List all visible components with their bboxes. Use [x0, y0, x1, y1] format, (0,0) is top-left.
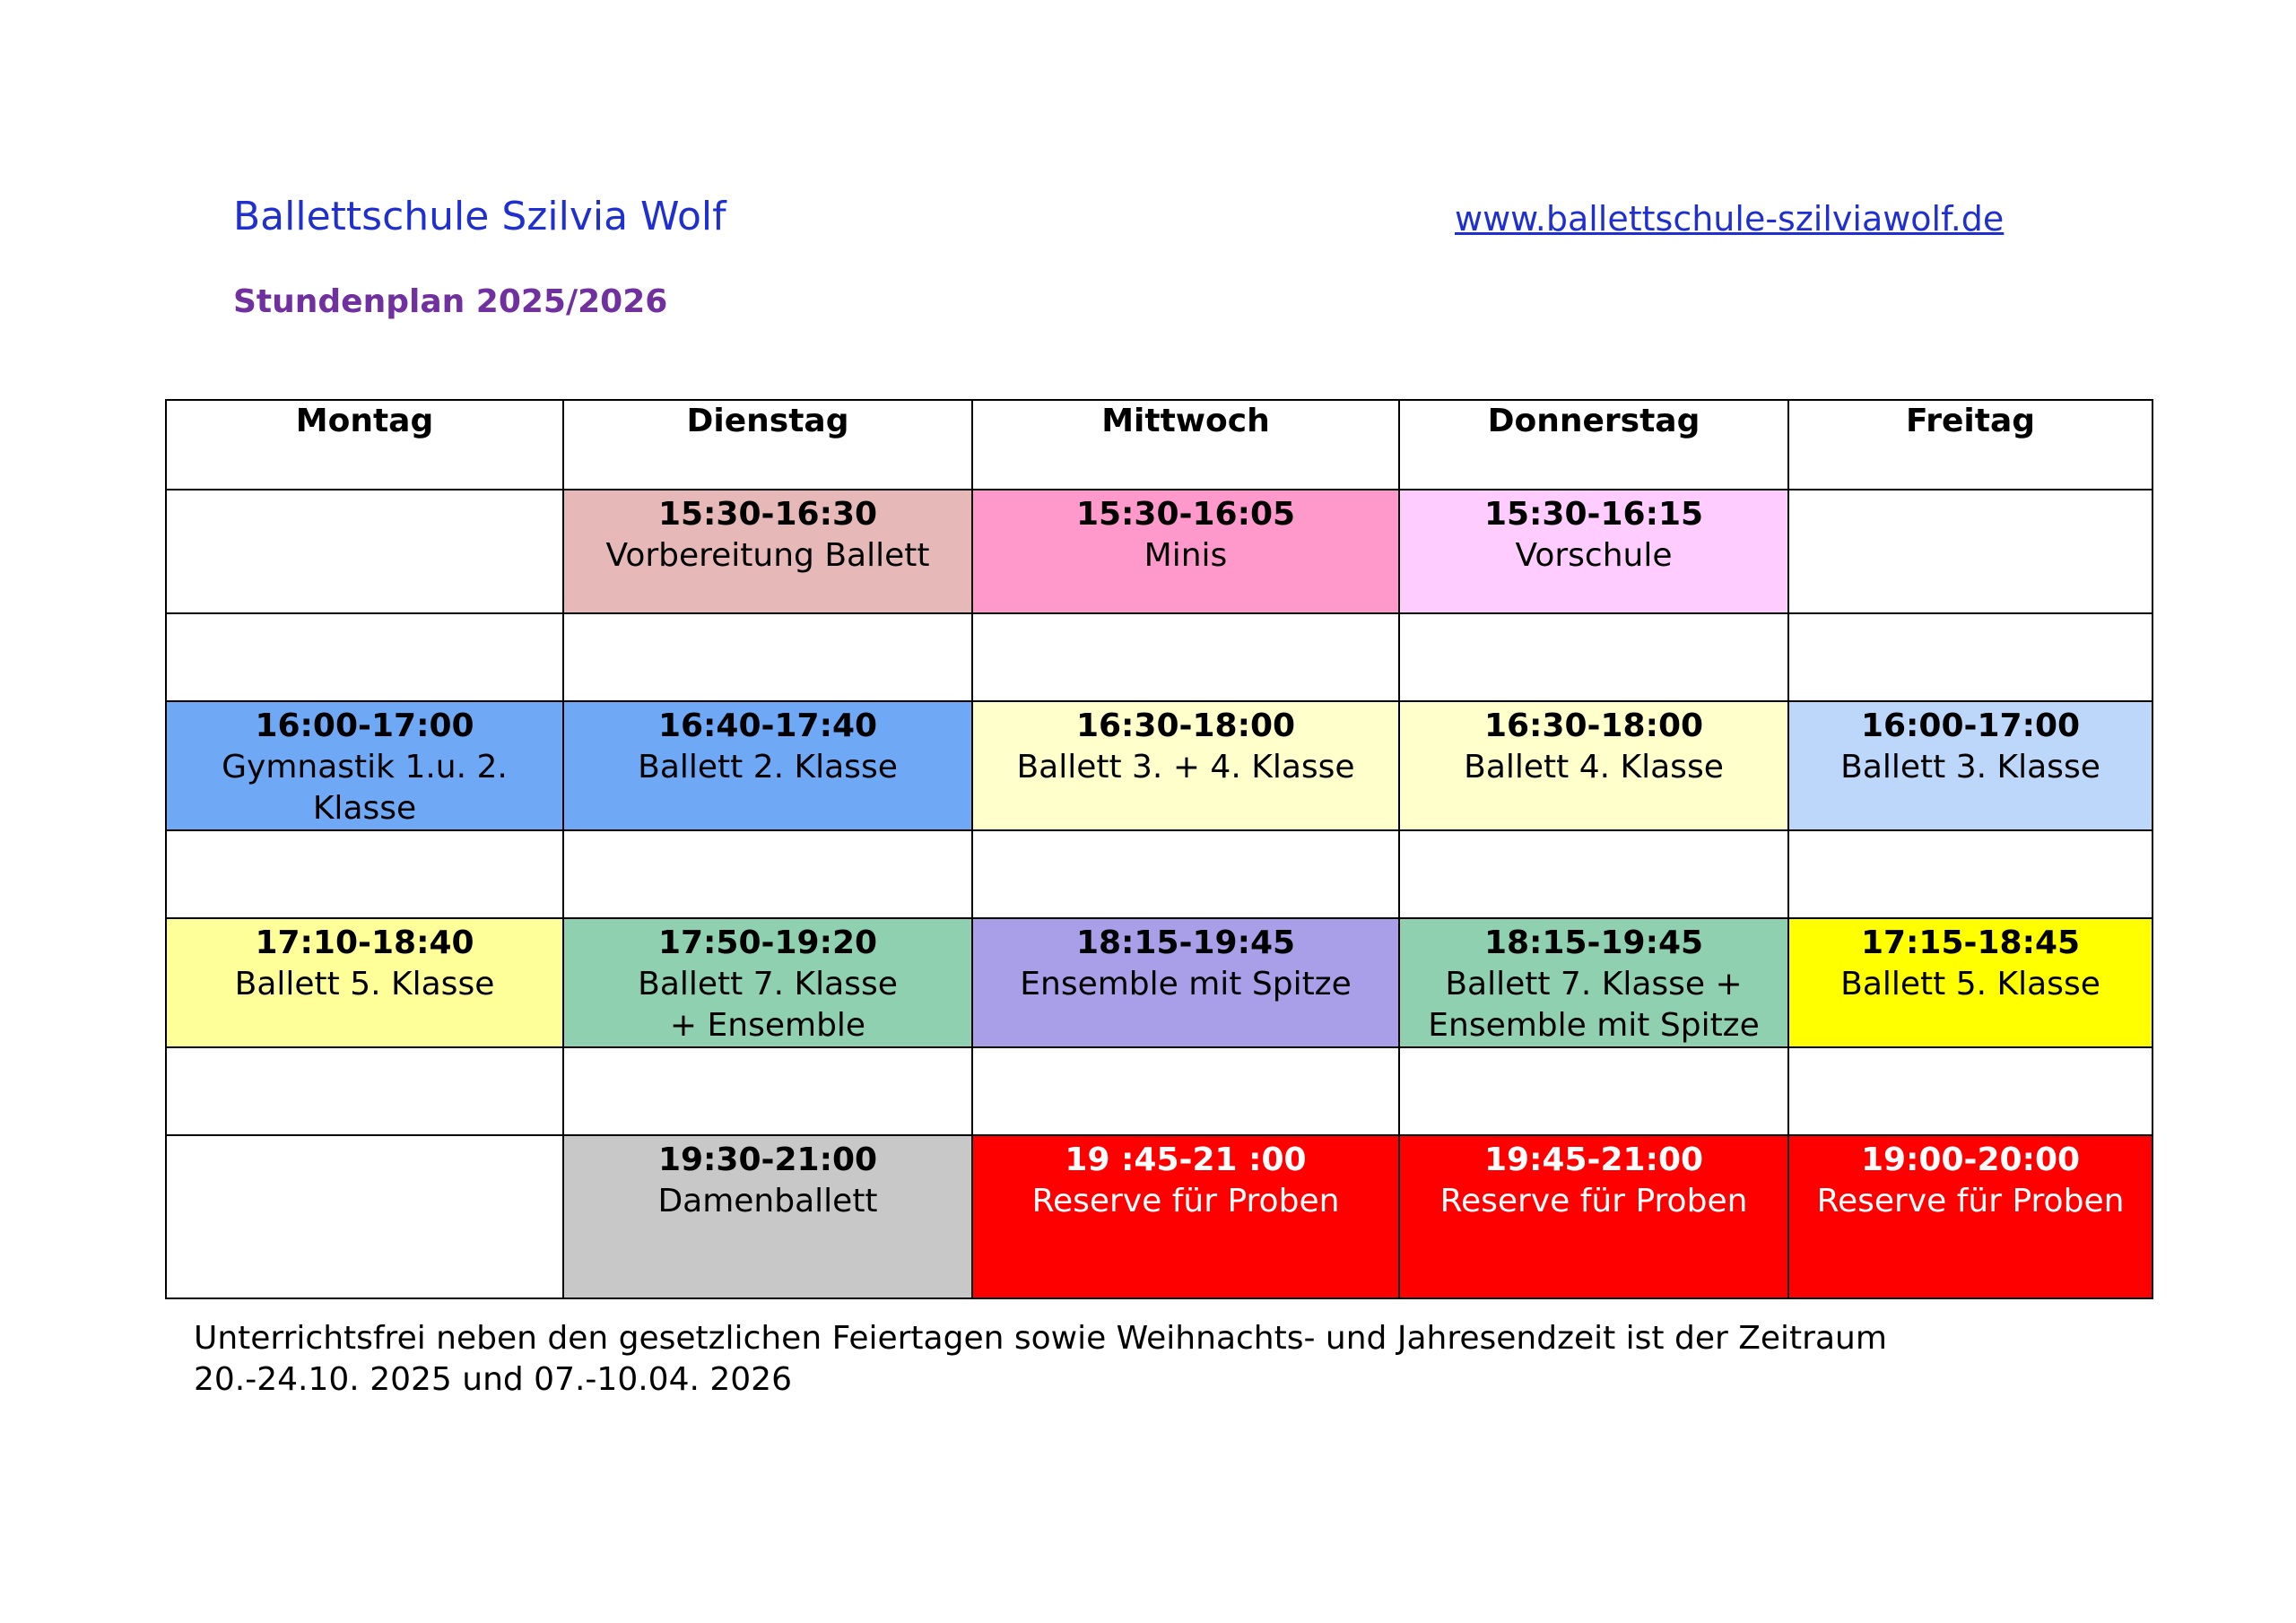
empty-cell	[1788, 830, 2152, 918]
class-time: 15:30-16:30	[657, 496, 878, 533]
day-header-thursday: Donnerstag	[1399, 400, 1788, 490]
class-slot-monday	[166, 918, 563, 1047]
class-time: 15:30-16:15	[1483, 496, 1704, 533]
class-time: 17:50-19:20	[657, 924, 878, 961]
plan-title: Stundenplan 2025/2026	[233, 283, 668, 320]
class-slot-monday	[166, 701, 563, 830]
empty-cell	[166, 1047, 563, 1135]
class-slot-friday	[1788, 701, 2152, 830]
schedule-row	[166, 1135, 2152, 1298]
class-slot-wednesday	[972, 1135, 1399, 1298]
class-name: Damenballett	[657, 1183, 878, 1219]
schedule-row	[166, 918, 2152, 1047]
class-name: Reserve für Proben	[1439, 1183, 1748, 1219]
schedule-gap-row	[166, 613, 2152, 701]
class-time: 16:30-18:00	[1075, 707, 1296, 744]
class-time: 16:00-17:00	[1860, 707, 2081, 744]
class-slot-wednesday	[972, 701, 1399, 830]
day-header-wednesday: Mittwoch	[972, 400, 1399, 490]
class-slot-thursday	[1399, 1135, 1788, 1298]
class-slot-wednesday	[972, 490, 1399, 613]
empty-cell	[563, 613, 972, 701]
empty-cell	[972, 613, 1399, 701]
class-slot-tuesday	[563, 701, 972, 830]
class-name: Reserve für Proben	[1031, 1183, 1340, 1219]
empty-cell	[1788, 1047, 2152, 1135]
class-name: Ballett 5. Klasse	[234, 966, 495, 1002]
footnote	[194, 1318, 1887, 1401]
empty-cell	[166, 1135, 563, 1298]
class-name: Ballett 5. Klasse	[1840, 966, 2100, 1002]
empty-cell	[563, 1047, 972, 1135]
class-name-continued: + Ensemble	[669, 1007, 866, 1044]
empty-cell	[563, 830, 972, 918]
class-time: 19:00-20:00	[1860, 1141, 2081, 1178]
class-time: 15:30-16:05	[1075, 496, 1296, 533]
empty-cell	[972, 1047, 1399, 1135]
schedule-table	[165, 399, 2153, 1299]
schedule-gap-row	[166, 1047, 2152, 1135]
day-header-monday: Montag	[166, 400, 563, 490]
empty-cell	[972, 830, 1399, 918]
class-name: Ballett 7. Klasse	[638, 966, 898, 1002]
class-name: Ballett 4. Klasse	[1464, 749, 1724, 785]
empty-cell	[166, 490, 563, 613]
day-header-friday: Freitag	[1788, 400, 2152, 490]
school-name: Ballettschule Szilvia Wolf	[233, 194, 726, 239]
empty-cell	[166, 613, 563, 701]
empty-cell	[1788, 613, 2152, 701]
footnote-line-2: 20.-24.10. 2025 und 07.-10.04. 2026	[194, 1361, 792, 1398]
class-name: Reserve für Proben	[1816, 1183, 2125, 1219]
schedule-body	[166, 490, 2152, 1298]
class-time: 18:15-19:45	[1075, 924, 1296, 961]
class-slot-tuesday	[563, 490, 972, 613]
class-time: 18:15-19:45	[1483, 924, 1704, 961]
empty-cell	[166, 830, 563, 918]
day-header-row	[166, 400, 2152, 490]
class-slot-wednesday	[972, 918, 1399, 1047]
class-name: Vorschule	[1515, 537, 1673, 574]
class-slot-friday	[1788, 1135, 2152, 1298]
schedule-gap-row	[166, 830, 2152, 918]
class-time: 19 :45-21 :00	[1065, 1141, 1307, 1178]
day-header-tuesday: Dienstag	[563, 400, 972, 490]
class-name: Ballett 3. Klasse	[1840, 749, 2100, 785]
class-name: Minis	[1144, 537, 1228, 574]
class-slot-thursday	[1399, 490, 1788, 613]
class-time: 19:30-21:00	[657, 1141, 878, 1178]
class-time: 16:30-18:00	[1483, 707, 1704, 744]
class-time: 16:40-17:40	[657, 707, 878, 744]
class-name: Ensemble mit Spitze	[1020, 966, 1352, 1002]
class-name-continued: Ensemble mit Spitze	[1428, 1007, 1760, 1044]
schedule-row	[166, 490, 2152, 613]
class-slot-tuesday	[563, 1135, 972, 1298]
class-name: Ballett 7. Klasse +	[1445, 966, 1743, 1002]
footnote-line-1: Unterrichtsfrei neben den gesetzlichen Feiertagen sowie Weihnachts- und Jahresendzeit ist der Zeitraum	[194, 1320, 1887, 1357]
class-name: Ballett 3. + 4. Klasse	[1016, 749, 1355, 785]
class-time: 17:10-18:40	[255, 924, 474, 961]
class-slot-thursday	[1399, 701, 1788, 830]
class-time: 16:00-17:00	[255, 707, 474, 744]
class-time: 19:45-21:00	[1483, 1141, 1704, 1178]
website-link[interactable]: www.ballettschule-szilviawolf.de	[1455, 199, 2005, 239]
class-slot-friday	[1788, 918, 2152, 1047]
class-slot-tuesday	[563, 918, 972, 1047]
empty-cell	[1399, 613, 1788, 701]
class-name: Vorbereitung Ballett	[605, 537, 930, 574]
empty-cell	[1399, 830, 1788, 918]
schedule-row	[166, 701, 2152, 830]
class-time: 17:15-18:45	[1860, 924, 2081, 961]
empty-cell	[1788, 490, 2152, 613]
empty-cell	[1399, 1047, 1788, 1135]
class-name: Ballett 2. Klasse	[638, 749, 898, 785]
class-name: Gymnastik 1.u. 2. Klasse	[222, 749, 508, 827]
class-slot-thursday	[1399, 918, 1788, 1047]
